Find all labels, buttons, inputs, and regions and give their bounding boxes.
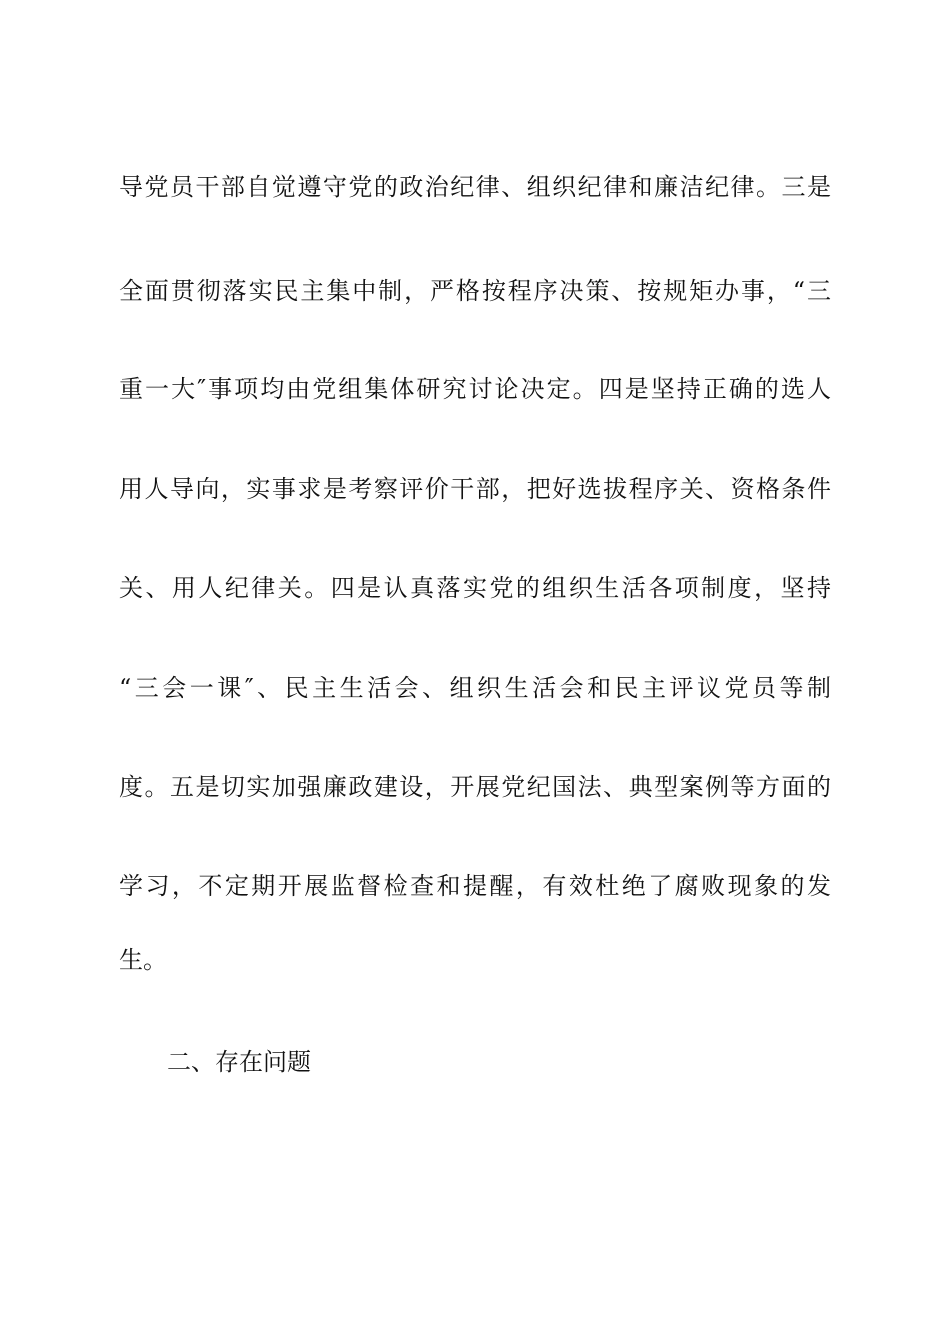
paragraph-line: 学习，不定期开展监督检查和提醒，有效杜绝了腐败现象的发 [119, 872, 831, 900]
paragraph-line: “三会一课″、民主生活会、组织生活会和民主评议党员等制 [119, 674, 831, 702]
paragraph-line: 生。 [119, 946, 167, 974]
paragraph-line: 关、用人纪律关。四是认真落实党的组织生活各项制度，坚持 [119, 574, 831, 602]
section-heading: 二、存在问题 [167, 1048, 311, 1076]
paragraph-line: 导党员干部自觉遵守党的政治纪律、组织纪律和廉洁纪律。三是 [119, 173, 831, 201]
paragraph-line: 用人导向，实事求是考察评价干部，把好选拔程序关、资格条件 [119, 475, 831, 503]
paragraph-line: 度。五是切实加强廉政建设，开展党纪国法、典型案例等方面的 [119, 773, 831, 801]
paragraph-line: 重一大″事项均由党组集体研究讨论决定。四是坚持正确的选人 [119, 375, 831, 403]
paragraph-line: 全面贯彻落实民主集中制，严格按程序决策、按规矩办事，“三 [119, 277, 831, 305]
